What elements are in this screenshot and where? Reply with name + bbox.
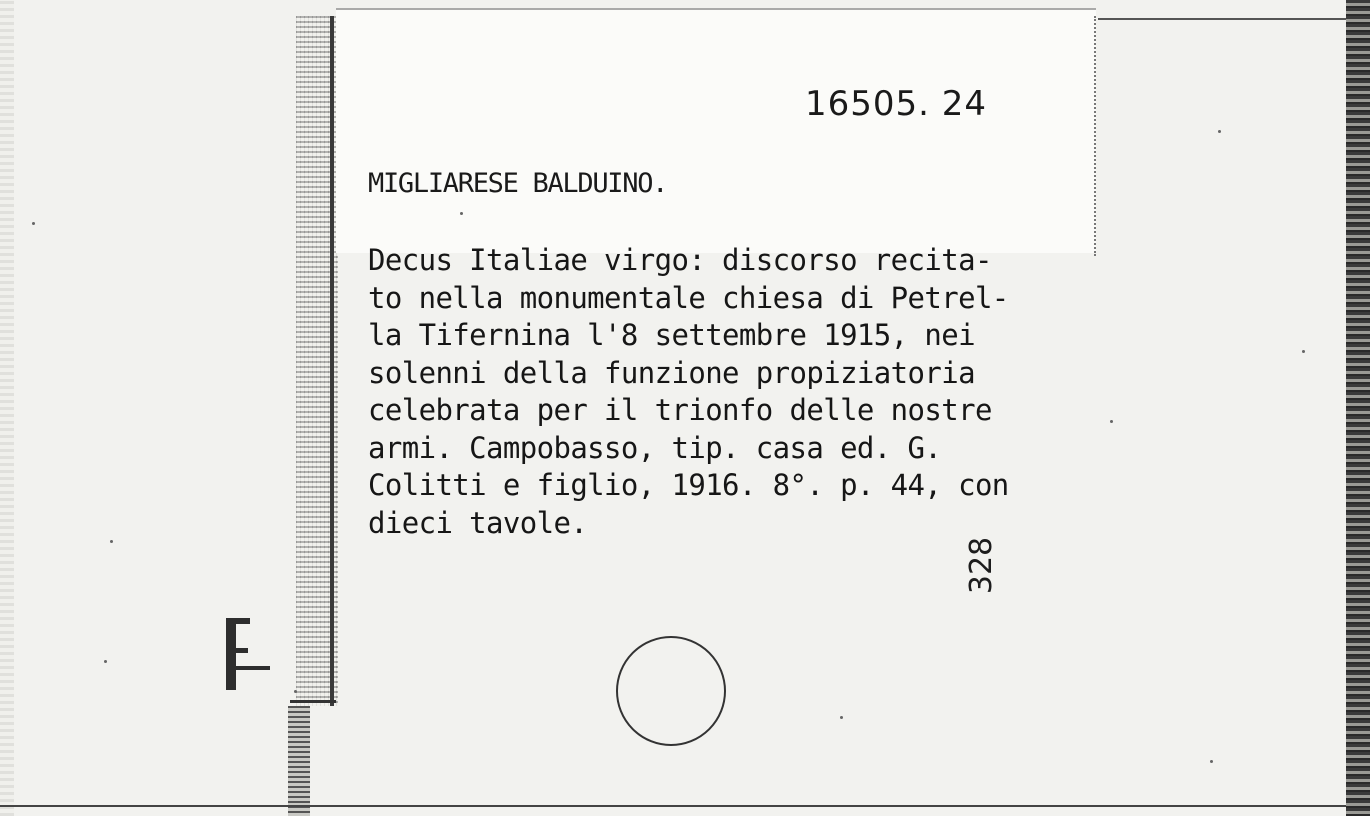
description-line: to nella monumentale chiesa di Petrel-: [368, 280, 1009, 315]
card-divider-strip-bottom: [288, 706, 310, 816]
scan-speck: [32, 222, 35, 225]
accession-number: 16505. 24: [805, 84, 988, 124]
card-right-edge: [1094, 16, 1098, 256]
catalog-card: [336, 8, 1096, 253]
card-divider-foot: [290, 700, 336, 703]
scan-speck: [1302, 350, 1305, 353]
card-top-edge: [336, 8, 1096, 10]
author-heading: MIGLIARESE BALDUINO.: [368, 168, 668, 199]
scan-speck: [1210, 760, 1213, 763]
description-line: la Tifernina l'8 settembre 1915, nei: [368, 318, 975, 352]
scan-speck: [104, 660, 107, 663]
description-line: dieci tavole.: [368, 505, 588, 540]
right-border-strip: [1346, 0, 1370, 816]
left-margin-edge: [0, 0, 14, 816]
scan-speck: [460, 212, 463, 215]
scan-speck: [110, 540, 113, 543]
shelf-number: 328: [964, 536, 1000, 595]
description-line: celebrata per il trionfo delle nostre: [368, 393, 992, 427]
description-line: solenni della funzione propiziatoria: [368, 355, 975, 390]
punch-hole: [616, 636, 726, 746]
scan-speck: [1110, 420, 1113, 423]
card-divider-edge-line: [330, 16, 334, 706]
scan-speck: [294, 690, 297, 693]
f-tab-marker-icon: [226, 618, 276, 690]
right-top-edge-line: [1098, 18, 1348, 20]
bibliographic-description: [368, 242, 1108, 542]
description-line: Colitti e figlio, 1916. 8°. p. 44, con: [368, 468, 1009, 502]
description-line: armi. Campobasso, tip. casa ed. G.: [368, 430, 942, 465]
scan-speck: [1218, 130, 1221, 133]
scan-speck: [840, 716, 843, 719]
bottom-edge-line: [0, 805, 1346, 807]
description-line: Decus Italiae virgo: discorso recita-: [368, 243, 992, 277]
